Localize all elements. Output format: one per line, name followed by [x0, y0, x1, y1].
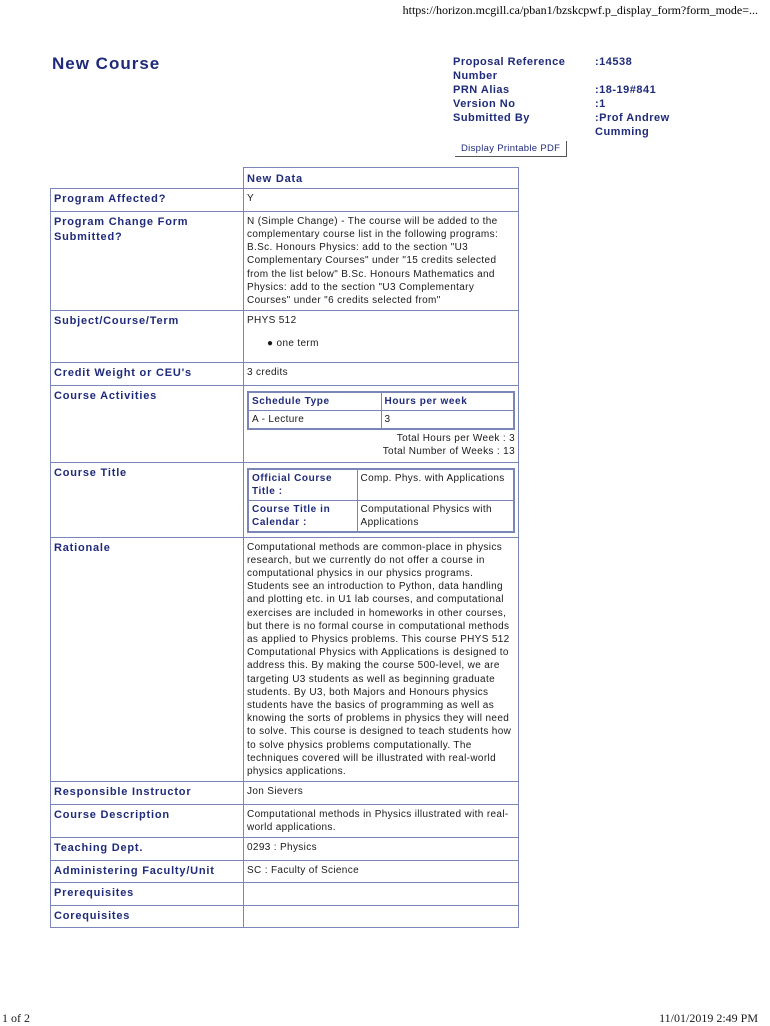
official-title-label: Official Course Title :: [248, 469, 357, 501]
row-program-affected: [51, 189, 519, 212]
meta-key: Version No: [453, 98, 516, 110]
field-value: Computational methods are common-place in physics research, but we currently do not offer a course in computational physics in our physics programs. Students see an introduction to Python, data handling and plotting etc. in U1 lab courses, and computational exercises are included in homeworks in other courses, but there is no formal course in computational methods as applied to Physics problems. This course PHYS 512 Computational Physics with Applications is designed to address this. By making the course 500-level, we are targeting U3 students as well as beginning graduate students. By U3, both Majors and Honours physics students have the basics of programming as well as knowing the sorts of problems in physics they will need to solve. This course is designed to teach students how to solve physics problems computationally. The techniques covered will be illustrated with real-world physics applications.: [244, 537, 519, 782]
course-code: PHYS 512: [247, 315, 297, 327]
field-label: Program Change Form Submitted?: [51, 211, 244, 310]
field-value-cell: [244, 462, 519, 537]
display-pdf-button[interactable]: Display Printable PDF: [455, 141, 567, 157]
meta-value: :14538: [595, 56, 633, 68]
field-value: 3 credits: [244, 363, 519, 386]
row-program-change: [51, 211, 519, 310]
row-corequisites: [51, 905, 519, 928]
field-value: 0293 : Physics: [244, 838, 519, 861]
activity-totals: [247, 432, 515, 459]
row-course-description: [51, 804, 519, 837]
page-number: 1 of 2: [2, 1011, 30, 1025]
official-title-value: Comp. Phys. with Applications: [357, 469, 514, 501]
print-timestamp: 11/01/2019 2:49 PM: [659, 1011, 758, 1025]
field-value: [244, 905, 519, 928]
field-label: Prerequisites: [51, 883, 244, 906]
meta-value: :18-19#841: [595, 84, 657, 96]
row-course-activities: [51, 385, 519, 462]
table-header-row: [51, 168, 519, 189]
field-value: Y: [244, 189, 519, 212]
calendar-title-value: Computational Physics with Applications: [357, 500, 514, 532]
total-hours: Total Hours per Week : 3: [396, 432, 515, 444]
meta-value: :1: [595, 98, 606, 110]
field-label: Course Description: [51, 804, 244, 837]
hours-cell: 3: [381, 410, 514, 429]
activities-table: [247, 391, 515, 430]
term-item: [247, 337, 515, 350]
table-row: [248, 469, 514, 501]
meta-row-submitted-by: [453, 111, 693, 139]
field-label: Teaching Dept.: [51, 838, 244, 861]
page-url: https://horizon.mcgill.ca/pban1/bzskcpwf.p_display_form?form_mode=...: [402, 3, 758, 17]
course-title-table: [247, 468, 515, 533]
field-value-cell: [244, 385, 519, 462]
column-header: New Data: [244, 168, 519, 189]
field-label: Administering Faculty/Unit: [51, 860, 244, 883]
total-weeks: Total Number of Weeks : 13: [382, 446, 515, 458]
field-value: Jon Sievers: [244, 782, 519, 805]
course-form-table: [50, 167, 519, 928]
page-title: New Course: [52, 54, 161, 73]
row-credit-weight: [51, 363, 519, 386]
field-value: SC : Faculty of Science: [244, 860, 519, 883]
field-label: Course Title: [51, 462, 244, 537]
schedule-type-cell: A - Lecture: [248, 410, 381, 429]
header-spacer: [51, 168, 244, 189]
meta-row-version: [453, 97, 693, 111]
term-label: one term: [276, 338, 319, 350]
field-value: Computational methods in Physics illustrated with real-world applications.: [244, 804, 519, 837]
field-label: Rationale: [51, 537, 244, 782]
col-header-schedule-type: Schedule Type: [248, 392, 381, 411]
field-label: Corequisites: [51, 905, 244, 928]
meta-value: :Prof Andrew Cumming: [595, 112, 670, 138]
row-rationale: [51, 537, 519, 782]
row-teaching-dept: [51, 838, 519, 861]
bullet-icon: ●: [267, 338, 277, 350]
field-label: Subject/Course/Term: [51, 311, 244, 363]
row-course-title: [51, 462, 519, 537]
table-row: [248, 410, 514, 429]
activities-header-row: [248, 392, 514, 411]
field-label: Credit Weight or CEU's: [51, 363, 244, 386]
field-label: Responsible Instructor: [51, 782, 244, 805]
field-label: Program Affected?: [51, 189, 244, 212]
row-responsible-instructor: [51, 782, 519, 805]
meta-key: PRN Alias: [453, 84, 510, 96]
field-label: Course Activities: [51, 385, 244, 462]
meta-row-alias: [453, 83, 693, 97]
row-prerequisites: [51, 883, 519, 906]
row-administering-faculty: [51, 860, 519, 883]
field-value: [244, 883, 519, 906]
meta-key: Proposal Reference Number: [453, 56, 566, 82]
row-subject-course-term: [51, 311, 519, 363]
field-value: N (Simple Change) - The course will be added to the complementary course list in the following programs: B.Sc. Honours Physics: add to the section "U3 Complementary Courses" under "15 credits selected from the list below" B.Sc. Honours Mathematics and Physics: add to the section "U3 Complementary Courses" under "6 credits selected from": [244, 211, 519, 310]
calendar-title-label: Course Title in Calendar :: [248, 500, 357, 532]
table-row: [248, 500, 514, 532]
meta-key: Submitted By: [453, 112, 530, 124]
field-value-cell: [244, 311, 519, 363]
proposal-meta: [453, 55, 693, 139]
col-header-hours: Hours per week: [381, 392, 514, 411]
meta-row-reference: [453, 55, 693, 83]
